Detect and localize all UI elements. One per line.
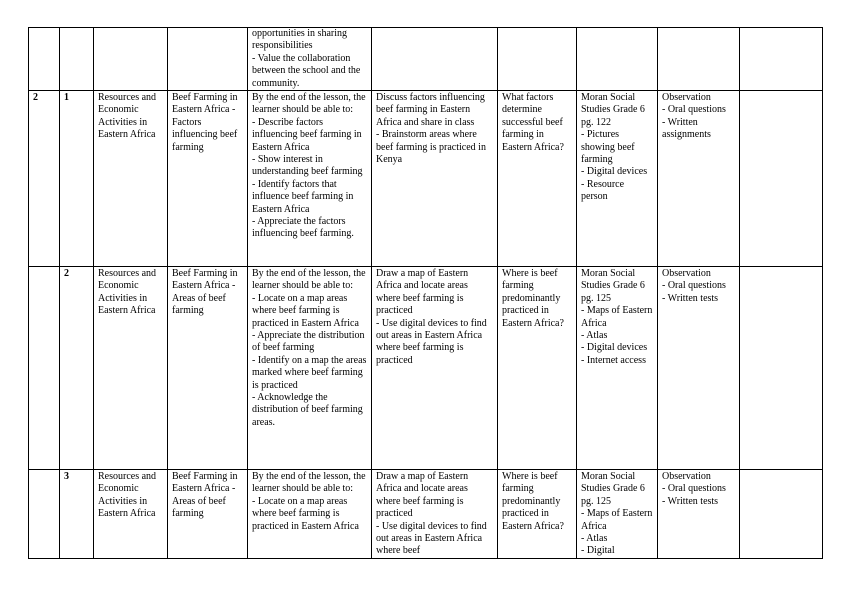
- assessment-cell: [658, 267, 740, 470]
- sub-strand-cell: Beef Farming in Eastern Africa - Factors influencing beef farming: [168, 91, 248, 267]
- table-row: [29, 470, 823, 559]
- table-row: [29, 91, 823, 267]
- experience-line: - Use digital devices to find out areas in Eastern Africa where beef farming is practiced: [376, 317, 487, 366]
- outcome-line: opportunities in sharing responsibilities: [252, 28, 347, 52]
- week-cell: 2: [29, 91, 60, 267]
- week-cell: [29, 267, 60, 470]
- learning-outcomes-cell: [248, 267, 372, 470]
- outcome-line: - Value the collaboration between the school and the community.: [252, 52, 361, 89]
- resource-line: - Pictures showing beef farming: [581, 129, 635, 166]
- scheme-of-work-table: [28, 27, 823, 559]
- resource-line: - Digital devices: [581, 166, 648, 178]
- resource-line: Moran Social Studies Grade 6 pg. 125: [581, 471, 645, 507]
- remarks-cell: [740, 267, 823, 470]
- outcome-line: - Locate on a map areas where beef farming is practiced in Eastern Africa: [252, 495, 359, 532]
- inquiry-question-cell: What factors determine successful beef farming in Eastern Africa?: [498, 91, 577, 267]
- resources-cell: [577, 28, 658, 91]
- resource-line: - Internet access: [581, 354, 646, 366]
- lesson-cell: 1: [60, 91, 94, 267]
- assessment-line: - Written tests: [662, 495, 719, 507]
- assessment-line: Observation: [662, 268, 711, 279]
- experience-line: Discuss factors influencing beef farming in Eastern Africa and share in class: [376, 92, 485, 128]
- learning-outcomes-cell: [248, 470, 372, 559]
- resource-line: Moran Social Studies Grade 6 pg. 122: [581, 92, 645, 128]
- sub-strand-cell: Beef Farming in Eastern Africa - Areas of beef farming: [168, 267, 248, 470]
- resources-cell: [577, 470, 658, 559]
- resource-line: Moran Social Studies Grade 6 pg. 125: [581, 268, 645, 304]
- experience-line: Draw a map of Eastern Africa and locate areas where beef farming is practiced: [376, 268, 469, 317]
- outcome-line: - Describe factors influencing beef farming in Eastern Africa: [252, 116, 362, 153]
- experience-line: - Use digital devices to find out areas in Eastern Africa where beef: [376, 520, 487, 557]
- lesson-cell: 3: [60, 470, 94, 559]
- scheme-of-work-page: [28, 27, 823, 559]
- sub-strand-cell: [168, 28, 248, 91]
- learning-experiences-cell: [372, 267, 498, 470]
- resource-line: - Digital: [581, 545, 615, 557]
- assessment-line: - Written assignments: [662, 116, 711, 141]
- outcome-line: - Show interest in understanding beef farming: [252, 154, 363, 178]
- assessment-line: - Oral questions: [662, 483, 726, 495]
- assessment-cell: [658, 28, 740, 91]
- assessment-line: - Oral questions: [662, 280, 726, 292]
- resources-cell: [577, 267, 658, 470]
- resource-line: - Atlas: [581, 330, 608, 342]
- experience-line: - Brainstorm areas where beef farming is practiced in Kenya: [376, 129, 486, 166]
- week-cell: [29, 470, 60, 559]
- lesson-cell: 2: [60, 267, 94, 470]
- outcome-line: - Acknowledge the distribution of beef farming areas.: [252, 392, 363, 428]
- week-cell: [29, 28, 60, 91]
- outcome-line: By the end of the lesson, the learner should be able to:: [252, 268, 366, 292]
- outcome-line: - Appreciate the distribution of beef farming: [252, 330, 365, 354]
- experience-line: Draw a map of Eastern Africa and locate areas where beef farming is practiced: [376, 471, 469, 520]
- sub-strand-cell: Beef Farming in Eastern Africa - Areas of beef farming: [168, 470, 248, 559]
- learning-experiences-cell: [372, 91, 498, 267]
- strand-cell: Resources and Economic Activities in Eastern Africa: [94, 91, 168, 267]
- resource-line: - Resource person: [581, 178, 625, 203]
- table-row: [29, 28, 823, 91]
- learning-experiences-cell: [372, 470, 498, 559]
- learning-experiences-cell: [372, 28, 498, 91]
- remarks-cell: [740, 28, 823, 91]
- outcome-line: - Identify factors that influence beef farming in Eastern Africa: [252, 178, 354, 215]
- outcome-line: - Appreciate the factors influencing beef farming.: [252, 216, 354, 240]
- strand-cell: Resources and Economic Activities in Eastern Africa: [94, 267, 168, 470]
- strand-cell: Resources and Economic Activities in Eastern Africa: [94, 470, 168, 559]
- table-row: [29, 267, 823, 470]
- lesson-cell: [60, 28, 94, 91]
- resource-line: - Digital devices: [581, 342, 648, 354]
- outcome-line: - Identify on a map the areas marked where beef farming is practiced: [252, 354, 367, 391]
- outcome-line: By the end of the lesson, the learner should be able to:: [252, 92, 366, 116]
- remarks-cell: [740, 470, 823, 559]
- inquiry-question-cell: Where is beef farming predominantly practiced in Eastern Africa?: [498, 470, 577, 559]
- assessment-cell: [658, 470, 740, 559]
- outcome-line: By the end of the lesson, the learner should be able to:: [252, 471, 366, 495]
- resource-line: - Atlas: [581, 533, 608, 545]
- assessment-cell: [658, 91, 740, 267]
- resource-line: - Maps of Eastern Africa: [581, 508, 653, 532]
- assessment-line: Observation: [662, 92, 711, 103]
- inquiry-question-cell: Where is beef farming predominantly practiced in Eastern Africa?: [498, 267, 577, 470]
- assessment-line: Observation: [662, 471, 711, 482]
- outcome-line: - Locate on a map areas where beef farming is practiced in Eastern Africa: [252, 292, 359, 329]
- learning-outcomes-cell: [248, 28, 372, 91]
- resource-line: - Maps of Eastern Africa: [581, 305, 653, 329]
- learning-outcomes-cell: [248, 91, 372, 267]
- remarks-cell: [740, 91, 823, 267]
- strand-cell: [94, 28, 168, 91]
- assessment-line: - Oral questions: [662, 104, 726, 116]
- assessment-line: - Written tests: [662, 292, 719, 304]
- resources-cell: [577, 91, 658, 267]
- inquiry-question-cell: [498, 28, 577, 91]
